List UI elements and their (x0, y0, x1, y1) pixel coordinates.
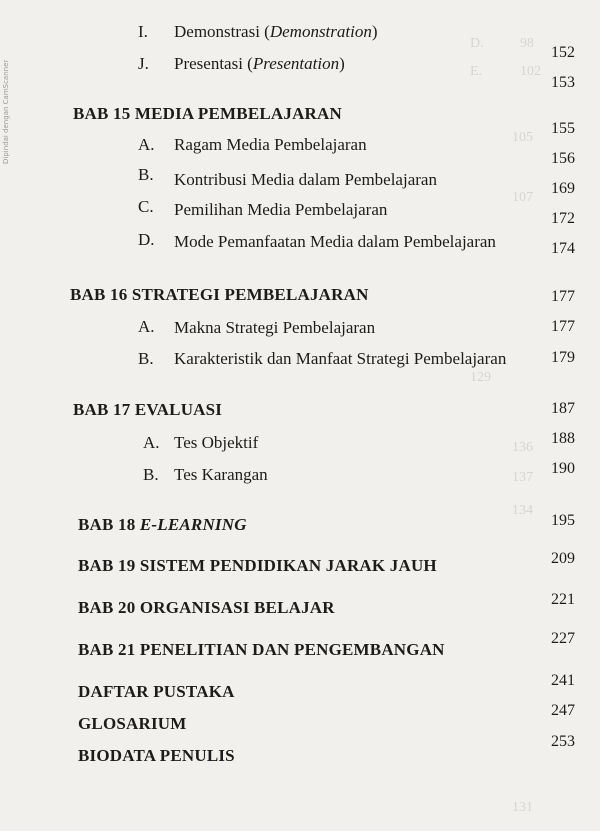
chapter-title: DAFTAR PUSTAKA (78, 682, 235, 701)
entry-page-number: 172 (551, 210, 575, 227)
chapter-title: BAB 18 E-LEARNING (78, 515, 247, 534)
chapter-title: BAB 20 ORGANISASI BELAJAR (78, 598, 335, 617)
chapter-page-number: 177 (551, 288, 575, 305)
scanner-watermark: Dipindai dengan CamScanner (2, 59, 10, 164)
entry-title: Tes Objektif (174, 433, 259, 452)
chapter-title: BAB 19 SISTEM PENDIDIKAN JARAK JAUH (78, 556, 437, 575)
entry-letter: A. (143, 433, 160, 452)
entry-page-number: 174 (551, 240, 575, 257)
entry-title: Tes Karangan (174, 465, 268, 484)
entry-page-number: 188 (551, 430, 575, 447)
entry-title: Kontribusi Media dalam Pembelajaran (174, 170, 437, 189)
chapter-title: BAB 15 MEDIA PEMBELAJARAN (73, 104, 342, 123)
entry-title: Karakteristik dan Manfaat Strategi Pembelajaran (174, 349, 507, 368)
chapter-page-number: 195 (551, 512, 575, 529)
entry-page-number: 190 (551, 460, 575, 477)
chapter-page-number: 247 (551, 702, 575, 719)
entry-title: Ragam Media Pembelajaran (174, 135, 367, 154)
entry-title: Demonstrasi (Demonstration) (174, 22, 378, 41)
entry-page-number: 179 (551, 349, 575, 366)
chapter-page-number: 155 (551, 120, 575, 137)
chapter-title: GLOSARIUM (78, 714, 187, 733)
entry-page-number: 156 (551, 150, 575, 167)
reverse-page-bleed: D. E. 98 102 105 107 129 136 137 134 131 (470, 36, 541, 815)
entry-title: Mode Pemanfaatan Media dalam Pembelajaran (174, 232, 496, 251)
chapter-page-number: 187 (551, 400, 575, 417)
entry-letter: A. (138, 135, 155, 154)
chapter-title: BAB 17 EVALUASI (73, 400, 223, 419)
chapter-title: BAB 21 PENELITIAN DAN PENGEMBANGAN (78, 640, 445, 659)
entry-page-number: 152 (551, 44, 575, 61)
entry-letter: A. (138, 317, 155, 336)
entry-letter: B. (138, 349, 154, 368)
entry-letter: C. (138, 197, 154, 216)
entry-title: Presentasi (Presentation) (174, 54, 345, 73)
entry-page-number: 153 (551, 74, 575, 91)
entry-title: Pemilihan Media Pembelajaran (174, 200, 388, 219)
chapter-page-number: 253 (551, 733, 575, 750)
entry-letter: J. (138, 54, 149, 73)
entry-letter: I. (138, 22, 148, 41)
entry-letter: B. (138, 165, 154, 184)
entry-letter: B. (143, 465, 159, 484)
entry-title: Makna Strategi Pembelajaran (174, 318, 376, 337)
chapter-title: BAB 16 STRATEGI PEMBELAJARAN (70, 285, 369, 304)
entry-page-number: 177 (551, 318, 575, 335)
chapter-title: BIODATA PENULIS (78, 746, 235, 765)
chapter-page-number: 227 (551, 630, 575, 647)
entry-page-number: 169 (551, 180, 575, 197)
chapter-page-number: 241 (551, 672, 575, 689)
chapter-page-number: 209 (551, 550, 575, 567)
entry-letter: D. (138, 230, 155, 249)
chapter-page-number: 221 (551, 591, 575, 608)
